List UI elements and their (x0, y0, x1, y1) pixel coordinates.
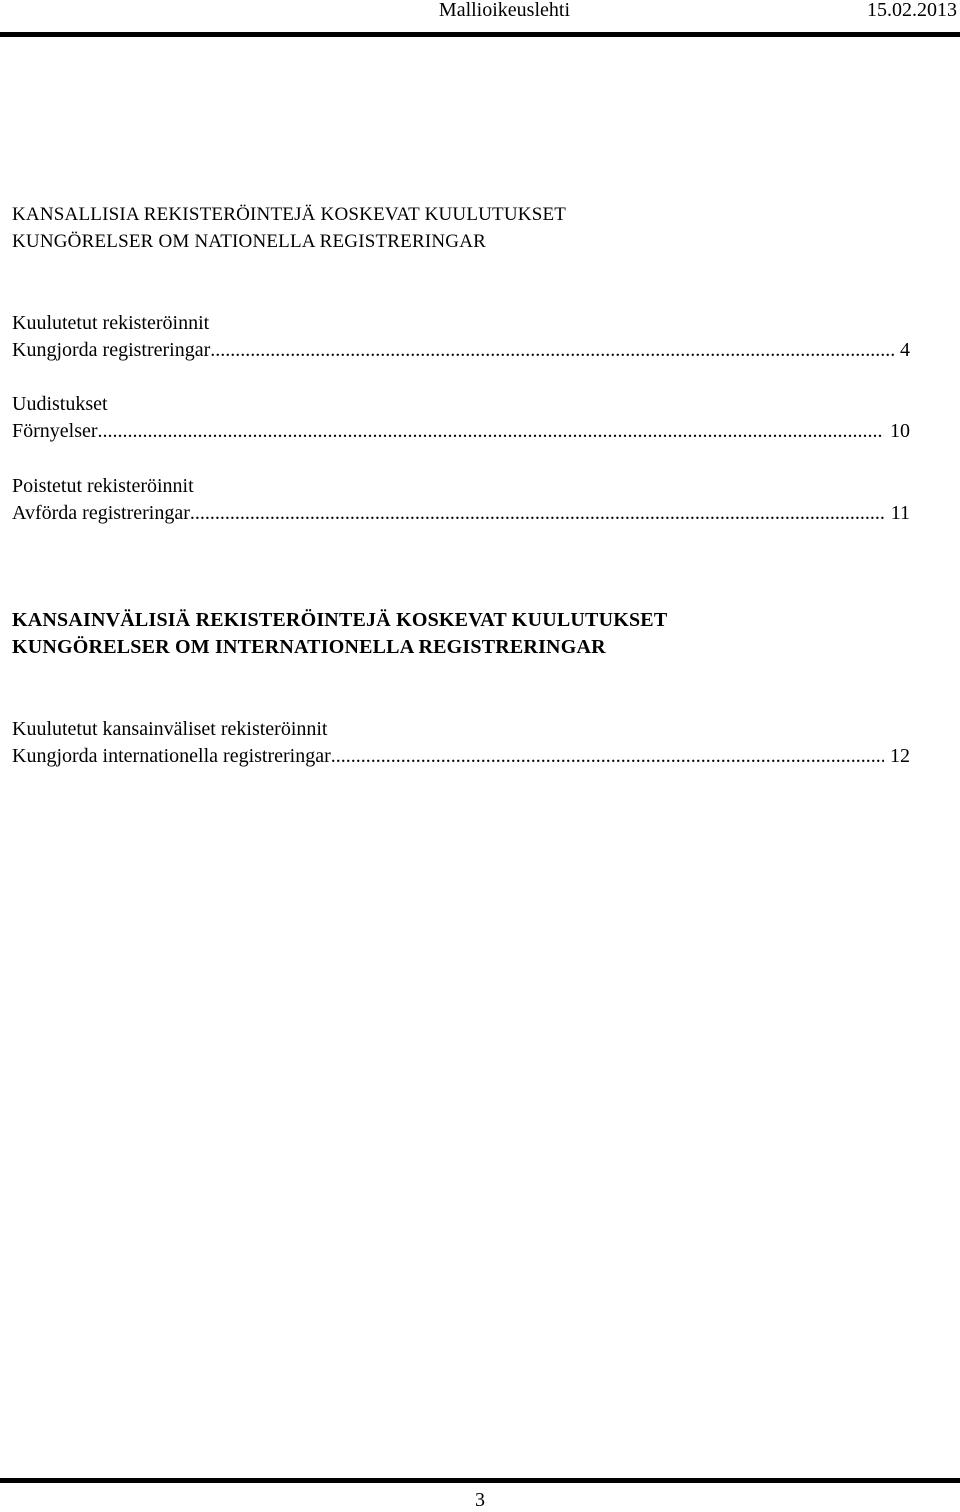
toc-page-number: 11 (890, 502, 910, 524)
toc-entry-label-fi: Kuulutetut rekisteröinnit (12, 312, 210, 334)
toc-page-number: 12 (890, 745, 910, 767)
toc-entry-label-fi: Kuulutetut kansainväliset rekisteröinnit (12, 718, 328, 740)
toc-entry-label-sv: Förnyelser (12, 420, 98, 442)
toc-leader-dots (98, 418, 884, 445)
toc-entry-label-fi: Poistetut rekisteröinnit (12, 475, 194, 497)
header-rule (0, 32, 960, 37)
toc-leader-dots (210, 337, 894, 364)
toc-page-number: 4 (900, 339, 910, 361)
toc-entry-label-sv: Kungjorda internationella registreringar (12, 745, 331, 767)
page-number: 3 (475, 1489, 485, 1511)
publication-name: Mallioikeuslehti (438, 0, 570, 21)
toc-entry-poistetut[interactable] (12, 473, 910, 527)
section-title-international-sv: KUNGÖRELSER OM INTERNATIONELLA REGISTRERINGAR (12, 636, 606, 658)
toc-entry-uudistukset[interactable] (12, 391, 910, 445)
publication-date: 15.02.2013 (867, 0, 957, 21)
toc-leader-dots (190, 500, 885, 527)
toc-entry-kuulutetut[interactable] (12, 310, 910, 364)
toc-page-number: 10 (890, 420, 910, 442)
toc-entry-label-fi: Uudistukset (12, 393, 108, 415)
toc-entry-label-sv: Avförda registreringar (12, 502, 190, 524)
section-title-national-sv: KUNGÖRELSER OM NATIONELLA REGISTRERINGAR (12, 231, 487, 252)
toc-entry-kansainvaliset[interactable] (12, 716, 910, 770)
toc-leader-dots (331, 743, 884, 770)
toc-entry-label-sv: Kungjorda registreringar (12, 339, 211, 361)
footer-rule (0, 1478, 960, 1483)
section-title-national-fi: KANSALLISIA REKISTERÖINTEJÄ KOSKEVAT KUULUTUKSET (12, 204, 567, 225)
section-title-international-fi: KANSAINVÄLISIÄ REKISTERÖINTEJÄ KOSKEVAT KUULUTUKSET (12, 609, 668, 631)
